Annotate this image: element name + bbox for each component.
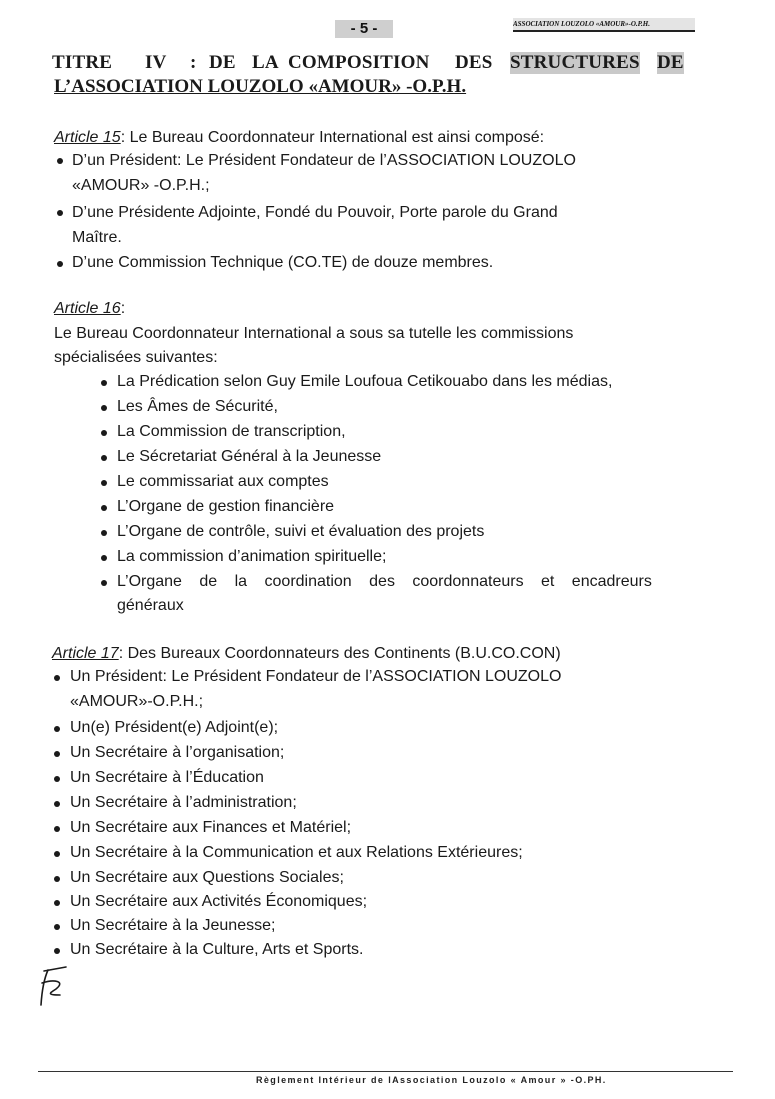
bullet-icon [101, 480, 107, 486]
article-16-item: La Prédication selon Guy Emile Loufoua Cetikouabo dans les médias, [117, 373, 613, 390]
article-16-intro-line-1: Le Bureau Coordonnateur International a sous sa tutelle les commissions [54, 325, 574, 342]
article-15-intro: : Le Bureau Coordonnateur International est ainsi composé: [120, 129, 545, 146]
bullet-icon [54, 826, 60, 832]
article-17-item: Un Secrétaire à l’organisation; [70, 744, 285, 761]
title-word: STRUCTURES [510, 52, 640, 73]
article-17-item: Un(e) Président(e) Adjoint(e); [70, 719, 279, 736]
article-17-item: Un Président: Le Président Fondateur de l’ASSOCIATION LOUZOLO [70, 668, 562, 685]
article-17-item: Un Secrétaire à la Communication et aux Relations Extérieures; [70, 844, 523, 861]
title-word: COMPOSITION [288, 52, 430, 73]
article-16-item: La commission d’animation spirituelle; [117, 548, 387, 565]
article-17-intro: : Des Bureaux Coordonnateurs des Continents (B.U.CO.CON) [118, 645, 561, 662]
title-word: IV [145, 52, 167, 73]
title-word: LA [252, 52, 279, 73]
article-15-item-1-line-2: «AMOUR» -O.P.H.; [72, 177, 210, 194]
article-17-item: Un Secrétaire aux Activités Économiques; [70, 893, 368, 910]
article-17-item-continued: «AMOUR»-O.P.H.; [70, 693, 204, 710]
bullet-icon [57, 158, 63, 164]
article-16-item-continued: généraux [117, 597, 184, 614]
article-15-item-2-line-2: Maître. [72, 229, 122, 246]
title-word: DES [455, 52, 493, 73]
bullet-icon [54, 776, 60, 782]
bullet-icon [54, 726, 60, 732]
header-association-name: ASSOCIATION LOUZOLO «AMOUR»-O.P.H. [513, 18, 695, 32]
bullet-icon [101, 430, 107, 436]
bullet-icon [54, 924, 60, 930]
bullet-icon [54, 801, 60, 807]
article-16-item: L’Organe de contrôle, suivi et évaluation des projets [117, 523, 485, 540]
article-17-item: Un Secrétaire à l’Éducation [70, 769, 264, 786]
article-16-item: Les Âmes de Sécurité, [117, 398, 278, 415]
bullet-icon [54, 948, 60, 954]
handwritten-initials-icon [36, 965, 76, 1009]
bullet-icon [54, 751, 60, 757]
bullet-icon [54, 900, 60, 906]
bullet-icon [57, 261, 63, 267]
article-15-heading [54, 126, 544, 150]
article-16-heading [54, 297, 125, 321]
article-15-item-1-line-1: D’un Président: Le Président Fondateur de l’ASSOCIATION LOUZOLO [72, 152, 576, 169]
bullet-icon [54, 876, 60, 882]
bullet-icon [101, 555, 107, 561]
title-word: : [190, 52, 197, 73]
bullet-icon [101, 530, 107, 536]
article-17-item: Un Secrétaire aux Finances et Matériel; [70, 819, 352, 836]
title-word: TITRE [52, 52, 113, 73]
bullet-icon [101, 580, 107, 586]
bullet-icon [101, 405, 107, 411]
title-line-1 [52, 52, 690, 74]
article-16-label: Article 16 [54, 300, 121, 317]
article-16-colon: : [120, 300, 126, 317]
bullet-icon [54, 675, 60, 681]
article-17-item: Un Secrétaire aux Questions Sociales; [70, 869, 344, 886]
bullet-icon [101, 505, 107, 511]
bullet-icon [101, 380, 107, 386]
bullet-icon [101, 455, 107, 461]
article-17-label: Article 17 [52, 645, 119, 662]
article-17-item: Un Secrétaire à la Jeunesse; [70, 917, 276, 934]
footer-divider [38, 1071, 733, 1072]
article-16-intro-line-2: spécialisées suivantes: [54, 349, 218, 366]
article-15-item-2-line-1: D’une Présidente Adjointe, Fondé du Pouvoir, Porte parole du Grand [72, 204, 558, 221]
article-16-item: Le Sécretariat Général à la Jeunesse [117, 448, 382, 465]
title-word: DE [209, 52, 236, 73]
page-number: - 5 - [335, 20, 393, 38]
article-17-heading [52, 642, 561, 666]
article-16-item: Le commissariat aux comptes [117, 473, 329, 490]
article-16-item: La Commission de transcription, [117, 423, 346, 440]
bullet-icon [57, 210, 63, 216]
article-17-item: Un Secrétaire à la Culture, Arts et Sports. [70, 941, 364, 958]
bullet-icon [54, 851, 60, 857]
title-word: DE [657, 52, 684, 73]
article-15-item-3: D’une Commission Technique (CO.TE) de douze membres. [72, 254, 494, 271]
article-16-item: L’Organe de gestion financière [117, 498, 335, 515]
footer-text: Règlement Intérieur de lAssociation Louzolo « Amour » -O.PH. [256, 1075, 607, 1085]
title-line-2: L’ASSOCIATION LOUZOLO «AMOUR» -O.P.H. [54, 76, 467, 97]
article-16-item: L’Organe de la coordination des coordonnateurs et encadreurs [117, 573, 652, 590]
article-17-item: Un Secrétaire à l’administration; [70, 794, 297, 811]
article-15-label: Article 15 [54, 129, 121, 146]
